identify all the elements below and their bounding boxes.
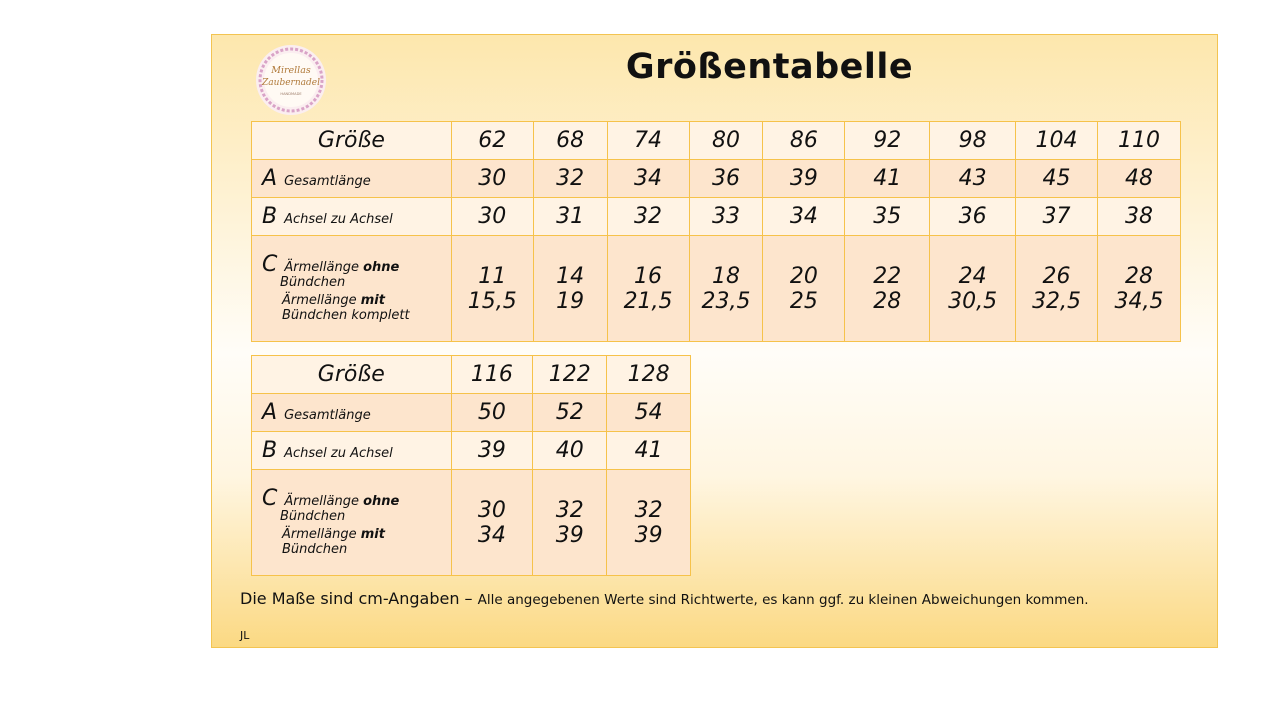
value-cell: 50 <box>451 394 533 432</box>
size-chart-slide <box>211 34 1218 648</box>
size-row <box>252 122 1181 160</box>
value-cell: 30 <box>451 198 533 236</box>
size-cell: 80 <box>689 122 763 160</box>
value-cell: 34 <box>763 198 845 236</box>
value-cell: 32 39 <box>607 470 691 576</box>
sleeve-row <box>252 236 1181 342</box>
value-cell: 32 39 <box>533 470 607 576</box>
armpit-row <box>252 432 691 470</box>
size-table-1 <box>251 121 1181 342</box>
size-cell: 110 <box>1098 122 1181 160</box>
value-cell: 41 <box>845 160 930 198</box>
size-label: Größe <box>252 122 452 160</box>
value-cell: 24 30,5 <box>930 236 1016 342</box>
size-cell: 86 <box>763 122 845 160</box>
value-cell: 34 <box>607 160 689 198</box>
value-cell: 54 <box>607 394 691 432</box>
total-length-label: A Gesamtlänge <box>252 160 452 198</box>
size-cell: 92 <box>845 122 930 160</box>
value-cell: 32 <box>607 198 689 236</box>
size-cell: 74 <box>607 122 689 160</box>
sleeve-label: C Ärmellänge ohne Bündchen Ärmellänge mit Bündchen <box>252 470 452 576</box>
size-table-2 <box>251 355 691 576</box>
value-cell: 32 <box>533 160 607 198</box>
value-cell: 14 19 <box>533 236 607 342</box>
size-cell: 68 <box>533 122 607 160</box>
size-label: Größe <box>252 356 452 394</box>
value-cell: 45 <box>1016 160 1098 198</box>
value-cell: 33 <box>689 198 763 236</box>
footnote <box>240 589 1089 608</box>
value-cell: 28 34,5 <box>1098 236 1181 342</box>
value-cell: 41 <box>607 432 691 470</box>
value-cell: 36 <box>930 198 1016 236</box>
footnote-sub: Alle angegebenen Werte sind Richtwerte, es kann ggf. zu kleinen Abweichungen kommen. <box>477 592 1089 608</box>
value-cell: 18 23,5 <box>689 236 763 342</box>
value-cell: 11 15,5 <box>451 236 533 342</box>
value-cell: 39 <box>763 160 845 198</box>
size-row <box>252 356 691 394</box>
value-cell: 22 28 <box>845 236 930 342</box>
total-length-row <box>252 160 1181 198</box>
size-cell: 104 <box>1016 122 1098 160</box>
value-cell: 30 34 <box>451 470 533 576</box>
value-cell: 26 32,5 <box>1016 236 1098 342</box>
value-cell: 39 <box>451 432 533 470</box>
sleeve-row <box>252 470 691 576</box>
total-length-row <box>252 394 691 432</box>
value-cell: 40 <box>533 432 607 470</box>
page-title: Größentabelle <box>625 47 914 87</box>
logo-text-2: Zaubernadel <box>262 78 320 88</box>
logo-text-1: Mirellas <box>271 65 311 76</box>
value-cell: 43 <box>930 160 1016 198</box>
logo-text-3: HANDMADE <box>280 92 302 96</box>
initials: JL <box>240 629 250 642</box>
armpit-row <box>252 198 1181 236</box>
total-length-label: A Gesamtlänge <box>252 394 452 432</box>
value-cell: 52 <box>533 394 607 432</box>
sleeve-label: C Ärmellänge ohne Bündchen Ärmellänge mit Bündchen komplett <box>252 236 452 342</box>
value-cell: 37 <box>1016 198 1098 236</box>
value-cell: 16 21,5 <box>607 236 689 342</box>
value-cell: 31 <box>533 198 607 236</box>
value-cell: 48 <box>1098 160 1181 198</box>
value-cell: 20 25 <box>763 236 845 342</box>
size-cell: 128 <box>607 356 691 394</box>
size-cell: 62 <box>451 122 533 160</box>
size-cell: 98 <box>930 122 1016 160</box>
value-cell: 36 <box>689 160 763 198</box>
size-cell: 122 <box>533 356 607 394</box>
value-cell: 38 <box>1098 198 1181 236</box>
armpit-label: B Achsel zu Achsel <box>252 198 452 236</box>
armpit-label: B Achsel zu Achsel <box>252 432 452 470</box>
size-cell: 116 <box>451 356 533 394</box>
value-cell: 35 <box>845 198 930 236</box>
value-cell: 30 <box>451 160 533 198</box>
footnote-main: Die Maße sind cm-Angaben – <box>240 589 478 608</box>
